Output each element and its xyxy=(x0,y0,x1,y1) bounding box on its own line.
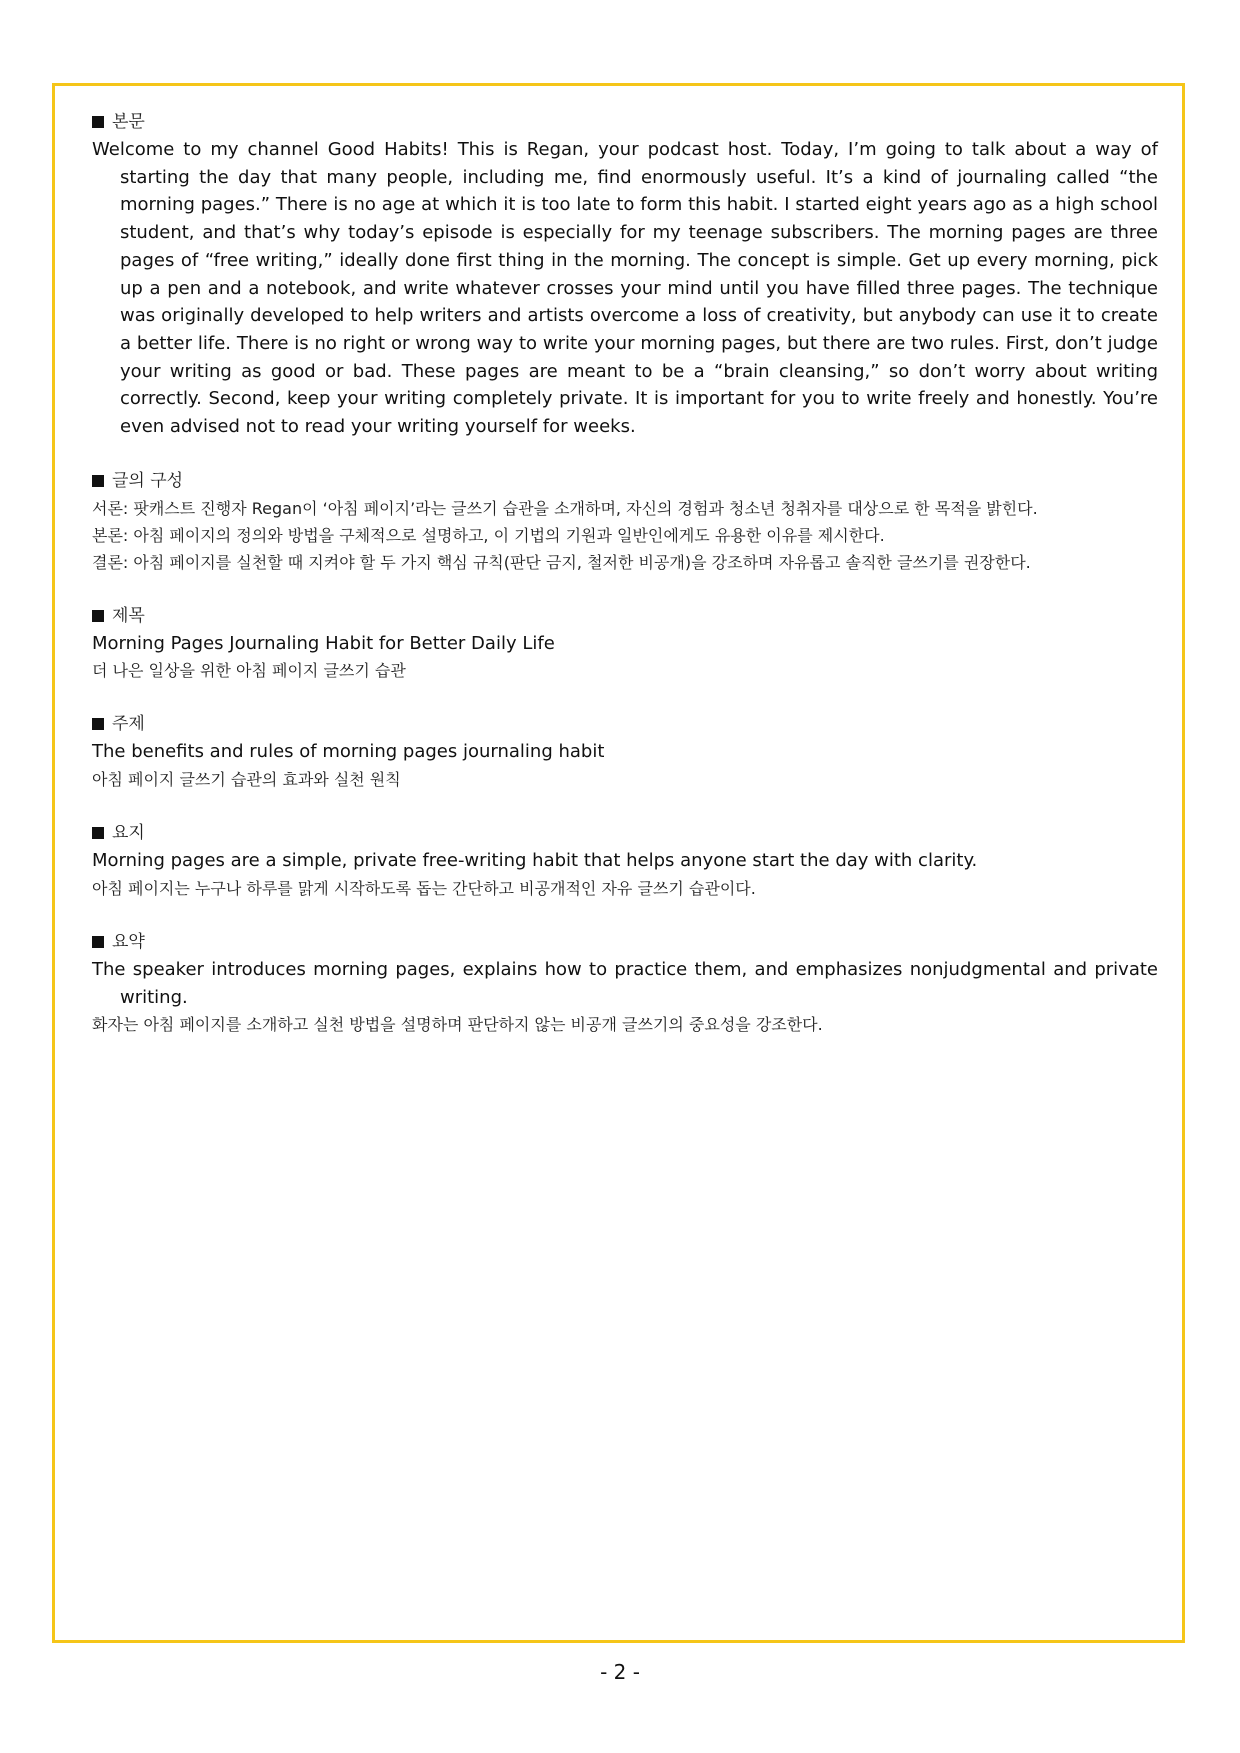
structure-conclusion: 결론: 아침 페이지를 실천할 때 지켜야 할 두 가지 핵심 규칙(판단 금지, 철저한 비공개)을 강조하며 자유롭고 솔직한 글쓰기를 권장한다. xyxy=(92,552,1031,572)
section-heading xyxy=(92,467,1158,495)
square-bullet-icon xyxy=(92,610,104,622)
gist-english: Morning pages are a simple, private free-writing habit that helps anyone start the day with clarity. xyxy=(92,850,978,872)
structure-section xyxy=(92,467,1158,576)
section-heading xyxy=(92,710,1158,738)
body-section xyxy=(92,108,1158,441)
section-heading xyxy=(92,602,1158,630)
title-korean: 더 나은 일상을 위한 아침 페이지 글쓰기 습관 xyxy=(92,661,406,681)
summary-english: The speaker introduces morning pages, explains how to practice them, and emphasizes nonjudgmental and private writing. xyxy=(92,958,1158,1008)
gist-korean: 아침 페이지는 누구나 하루를 맑게 시작하도록 돕는 간단하고 비공개적인 자유 글쓰기 습관이다. xyxy=(92,878,756,898)
gist-section xyxy=(92,819,1158,902)
square-bullet-icon xyxy=(92,936,104,948)
worksheet-content xyxy=(92,108,1158,1064)
section-heading xyxy=(92,928,1158,956)
square-bullet-icon xyxy=(92,116,104,128)
summary-section xyxy=(92,928,1158,1038)
topic-english: The benefits and rules of morning pages journaling habit xyxy=(92,741,605,763)
section-heading-label: 글의 구성 xyxy=(112,470,184,491)
section-heading-label: 본문 xyxy=(112,112,145,132)
square-bullet-icon xyxy=(92,718,104,730)
title-english: Morning Pages Journaling Habit for Better Daily Life xyxy=(92,632,555,654)
passage-text: Welcome to my channel Good Habits! This is Regan, your podcast host. Today, I’m going to talk about a way of starting the day that many people, including me, find enormously useful. It’s a kind of journaling called “the morning pages.” There is no age at which it is too late to form this habit. I started eight years ago as a high school student, and that’s why today’s episode is especially for my teenage subscribers. The morning pages are three pages of “free writing,” ideally done first thing in the morning. The concept is simple. Get up every morning, pick up a pen and a notebook, and write whatever crosses your mind until you have filled three pages. The technique was originally developed to help writers and artists overcome a loss of creativity, but anybody can use it to create a better life. There is no right or wrong way to write your morning pages, but there are two rules. First, don’t judge your writing as good or bad. These pages are meant to be a “brain cleansing,” so don’t worry about writing correctly. Second, keep your writing completely private. It is important for you to write freely and honestly. You’re even advised not to read your writing yourself for weeks. xyxy=(92,139,1158,438)
section-heading xyxy=(92,819,1158,847)
summary-korean: 화자는 아침 페이지를 소개하고 실천 방법을 설명하며 판단하지 않는 비공개 글쓰기의 중요성을 강조한다. xyxy=(92,1015,823,1035)
section-heading-label: 제목 xyxy=(112,605,145,626)
title-section xyxy=(92,602,1158,685)
square-bullet-icon xyxy=(92,475,104,487)
page-number: - 2 - xyxy=(600,1660,640,1684)
topic-korean: 아침 페이지 글쓰기 습관의 효과와 실천 원칙 xyxy=(92,770,401,790)
section-heading-label: 주제 xyxy=(112,714,145,735)
structure-intro: 서론: 팟캐스트 진행자 Regan이 ‘아침 페이지’라는 글쓰기 습관을 소개하며, 자신의 경험과 청소년 청취자를 대상으로 한 목적을 밝힌다. xyxy=(92,498,1038,518)
section-heading xyxy=(92,108,1158,136)
section-heading-label: 요약 xyxy=(112,931,145,952)
structure-body: 본론: 아침 페이지의 정의와 방법을 구체적으로 설명하고, 이 기법의 기원과 일반인에게도 유용한 이유를 제시한다. xyxy=(92,525,885,545)
section-heading-label: 요지 xyxy=(112,823,145,844)
square-bullet-icon xyxy=(92,827,104,839)
topic-section xyxy=(92,710,1158,793)
